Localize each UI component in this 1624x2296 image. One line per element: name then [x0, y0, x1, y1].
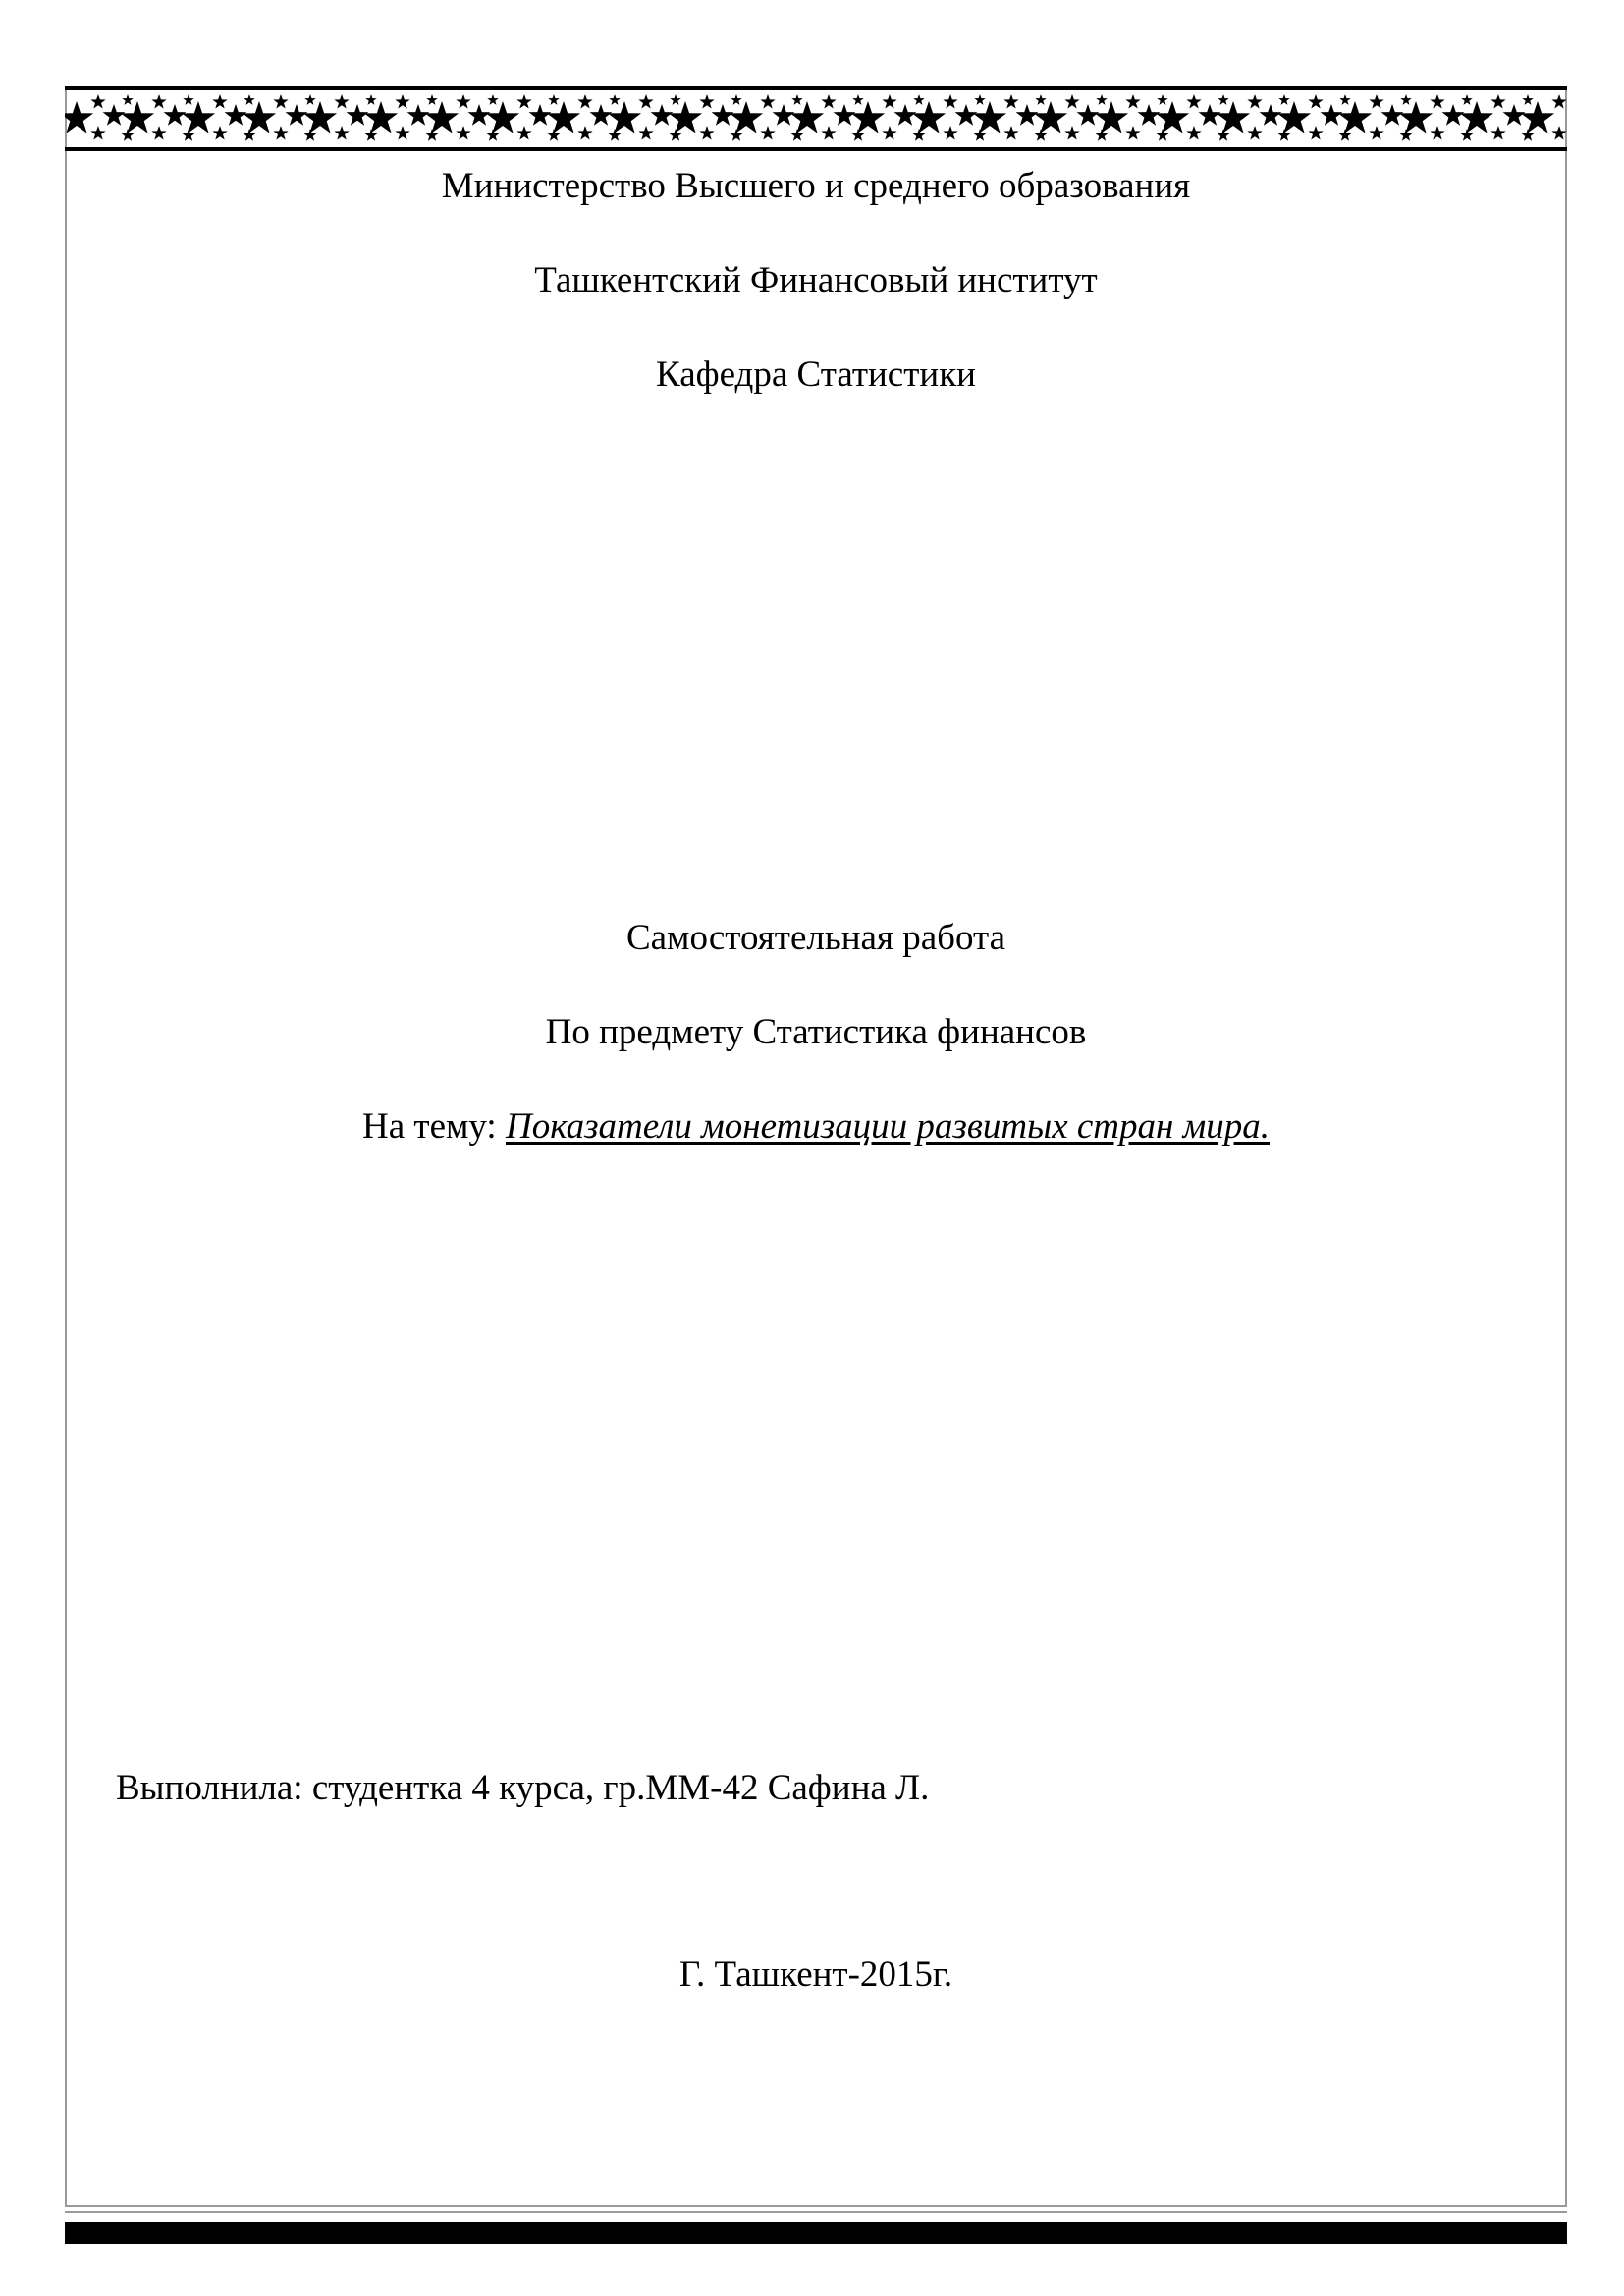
star-icon — [1399, 129, 1412, 141]
department-line: Кафедра Статистики — [656, 354, 976, 395]
star-icon — [212, 94, 227, 109]
star-icon — [103, 104, 126, 126]
star-icon — [164, 104, 187, 126]
star-icon — [590, 104, 613, 126]
star-icon — [1186, 94, 1201, 109]
star-icon — [790, 129, 803, 141]
star-icon — [304, 94, 315, 105]
star-icon — [712, 104, 734, 126]
star-icon — [1003, 94, 1018, 109]
star-icon — [212, 126, 227, 140]
star-icon — [468, 104, 491, 126]
star-icon — [851, 101, 885, 133]
star-icon — [1034, 129, 1047, 141]
star-icon — [1247, 126, 1262, 140]
star-icon — [1277, 129, 1290, 141]
star-icon — [699, 126, 714, 140]
star-icon — [334, 126, 349, 140]
star-icon — [456, 126, 470, 140]
star-icon — [1381, 104, 1404, 126]
star-icon — [1096, 94, 1107, 105]
star-icon — [1521, 129, 1534, 141]
star-icon — [273, 126, 288, 140]
star-icon — [456, 94, 470, 109]
star-icon — [183, 94, 193, 105]
star-icon — [121, 101, 154, 133]
star-icon — [347, 104, 369, 126]
star-icon — [1125, 126, 1140, 140]
star-icon — [425, 101, 459, 133]
star-icon — [90, 94, 105, 109]
star-icon — [1003, 126, 1018, 140]
star-icon — [1521, 101, 1554, 133]
star-border-icon — [65, 86, 1567, 151]
star-icon — [1199, 104, 1221, 126]
star-icon — [1338, 101, 1372, 133]
star-border-decoration — [65, 86, 1567, 151]
star-icon — [1138, 104, 1161, 126]
star-icon — [548, 94, 559, 105]
star-icon — [973, 101, 1006, 133]
star-icon — [912, 101, 946, 133]
star-icon — [913, 94, 924, 105]
star-icon — [669, 101, 702, 133]
star-icon — [608, 101, 641, 133]
star-icon — [943, 94, 957, 109]
star-icon — [487, 94, 498, 105]
star-icon — [65, 101, 93, 133]
star-icon — [882, 126, 896, 140]
star-icon — [364, 101, 398, 133]
star-icon — [1247, 94, 1262, 109]
star-icon — [790, 101, 824, 133]
star-icon — [1490, 94, 1505, 109]
star-icon — [1077, 104, 1100, 126]
star-icon — [243, 129, 255, 141]
bottom-rule-thin-second — [65, 2211, 1567, 2213]
star-icon — [1064, 94, 1079, 109]
star-icon — [1095, 129, 1108, 141]
star-icon — [1430, 94, 1444, 109]
star-icon — [651, 104, 674, 126]
star-icon — [1260, 104, 1282, 126]
star-icon — [547, 101, 580, 133]
star-icon — [791, 94, 802, 105]
star-icon — [730, 101, 763, 133]
author-line: Выполнила: студентка 4 курса, гр.ММ-42 Сафина Л. — [116, 1768, 930, 1808]
star-icon — [760, 94, 775, 109]
work-type-line: Самостоятельная работа — [625, 918, 1006, 958]
star-icon — [407, 104, 430, 126]
star-icon — [760, 126, 775, 140]
star-icon — [516, 94, 531, 109]
star-icon — [577, 94, 592, 109]
star-icon — [669, 129, 681, 141]
star-icon — [286, 104, 308, 126]
star-icon — [1095, 101, 1128, 133]
ministry-line: Министерство Высшего и среднего образования — [441, 166, 1191, 206]
star-icon — [1157, 94, 1167, 105]
star-icon — [1369, 94, 1383, 109]
star-icon — [244, 94, 254, 105]
topic-label: На тему: — [362, 1106, 506, 1147]
star-icon — [151, 126, 166, 140]
star-icon — [365, 94, 376, 105]
star-icon — [609, 94, 620, 105]
star-icon — [1490, 126, 1505, 140]
star-icon — [1551, 126, 1566, 140]
star-icon — [974, 94, 985, 105]
star-icon — [834, 104, 856, 126]
star-icon — [882, 94, 896, 109]
star-icon — [1156, 101, 1189, 133]
star-icon — [225, 104, 247, 126]
star-icon — [1460, 129, 1473, 141]
star-icon — [303, 101, 337, 133]
star-icon — [852, 94, 863, 105]
star-icon — [1460, 101, 1493, 133]
star-icon — [821, 94, 836, 109]
star-icon — [1308, 126, 1323, 140]
topic-line — [65, 1105, 1567, 1148]
subject-line: По предмету Статистика финансов — [545, 1012, 1087, 1052]
place-year-line: Г. Ташкент-2015г. — [678, 1954, 953, 1995]
star-icon — [334, 94, 349, 109]
star-icon — [955, 104, 978, 126]
star-icon — [486, 129, 499, 141]
star-icon — [1125, 94, 1140, 109]
star-icon — [122, 94, 133, 105]
bottom-rule-thin — [65, 2205, 1567, 2207]
star-icon — [1339, 94, 1350, 105]
star-icon — [1400, 94, 1411, 105]
star-icon — [426, 94, 437, 105]
star-icon — [1503, 104, 1526, 126]
star-icon — [273, 94, 288, 109]
star-icon — [1278, 94, 1289, 105]
star-icon — [1369, 126, 1383, 140]
star-icon — [851, 129, 864, 141]
star-icon — [699, 94, 714, 109]
star-icon — [1338, 129, 1351, 141]
star-icon — [529, 104, 552, 126]
star-icon — [773, 104, 795, 126]
star-icon — [670, 94, 680, 105]
star-icon — [547, 129, 560, 141]
topic-value: Показатели монетизации развитых стран мира. — [505, 1106, 1270, 1147]
star-icon — [425, 129, 438, 141]
star-icon — [1321, 104, 1343, 126]
star-icon — [577, 126, 592, 140]
star-icon — [638, 94, 653, 109]
star-icon — [90, 126, 105, 140]
star-icon — [1217, 129, 1229, 141]
star-icon — [943, 126, 957, 140]
star-icon — [303, 129, 316, 141]
star-icon — [1308, 94, 1323, 109]
star-icon — [516, 126, 531, 140]
star-icon — [395, 126, 409, 140]
bottom-rule-thick — [65, 2222, 1567, 2244]
star-icon — [121, 129, 134, 141]
star-icon — [608, 129, 621, 141]
star-icon — [1064, 126, 1079, 140]
star-icon — [1218, 94, 1228, 105]
star-icon — [894, 104, 917, 126]
institute-line: Ташкентский Финансовый институт — [534, 260, 1098, 300]
star-icon — [638, 126, 653, 140]
star-icon — [730, 129, 742, 141]
star-icon — [1016, 104, 1039, 126]
star-icon — [182, 129, 194, 141]
star-icon — [1186, 126, 1201, 140]
star-icon — [912, 129, 925, 141]
star-icon — [1399, 101, 1433, 133]
star-icon — [1522, 94, 1533, 105]
star-icon — [486, 101, 519, 133]
star-icon — [182, 101, 215, 133]
star-icon — [1442, 104, 1465, 126]
star-icon — [1035, 94, 1046, 105]
star-icon — [1430, 126, 1444, 140]
star-icon — [243, 101, 276, 133]
star-icon — [973, 129, 986, 141]
star-icon — [731, 94, 741, 105]
star-icon — [364, 129, 377, 141]
star-icon — [395, 94, 409, 109]
star-icon — [1551, 94, 1566, 109]
star-icon — [1034, 101, 1067, 133]
star-icon — [1277, 101, 1311, 133]
star-icon — [1217, 101, 1250, 133]
star-icon — [821, 126, 836, 140]
star-icon — [1156, 129, 1168, 141]
star-icon — [1461, 94, 1472, 105]
star-icon — [151, 94, 166, 109]
